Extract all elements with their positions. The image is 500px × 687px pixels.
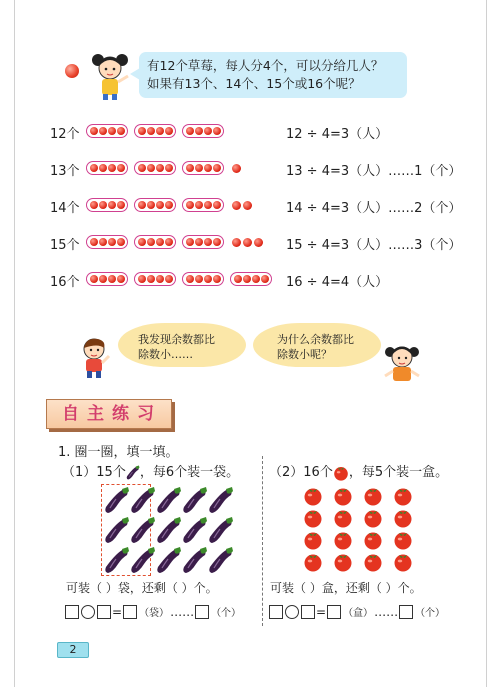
strawberry-dot <box>232 238 241 247</box>
strawberry-dot <box>108 275 116 283</box>
tomato-icon <box>393 530 413 550</box>
row-equation: 15 ÷ 4=3（人）……3（个） <box>286 238 462 253</box>
strawberry-dot <box>108 201 116 209</box>
tomato-icon <box>333 552 353 572</box>
strawberry-dot <box>117 201 125 209</box>
division-row <box>50 269 470 289</box>
eggplant-icon <box>182 486 208 516</box>
strawberry-dot <box>156 275 164 283</box>
strawberry-dot <box>165 127 173 135</box>
tomato-grid <box>303 486 423 574</box>
strawberry-groups <box>86 195 252 215</box>
strawberry-dot <box>147 127 155 135</box>
strawberry-dot <box>254 238 263 247</box>
strawberry-group <box>86 272 128 286</box>
strawberry-dot <box>138 127 146 135</box>
strawberry-dot <box>147 164 155 172</box>
unit-label: （袋） <box>139 608 170 619</box>
part1-prefix: （1）15个 <box>62 465 126 480</box>
eggplant-icon <box>156 516 182 546</box>
eggplant-grid <box>104 486 234 576</box>
strawberry-dot <box>232 201 241 210</box>
strawberry-dot <box>243 238 252 247</box>
girl-character-icon <box>88 50 132 100</box>
page-border-left <box>14 0 15 687</box>
girl-thought-line-1: 为什么余数都比 <box>277 333 354 346</box>
tomato-icon <box>363 552 383 572</box>
answer-box[interactable] <box>327 605 341 619</box>
strawberry-groups <box>86 158 241 178</box>
answer-box[interactable] <box>301 605 315 619</box>
strawberry-dot <box>261 275 269 283</box>
strawberry-dot <box>204 127 212 135</box>
girl-thought-line-2: 除数小呢？ <box>277 348 332 361</box>
strawberry-dot <box>195 275 203 283</box>
operator-circle[interactable] <box>81 605 95 619</box>
row-equation: 12 ÷ 4=3（人） <box>286 127 389 142</box>
strawberry-dot <box>232 164 241 173</box>
leftover-strawberries <box>232 164 241 173</box>
boy-character-icon <box>76 336 112 378</box>
answer-box[interactable] <box>97 605 111 619</box>
strawberry-dot <box>234 275 242 283</box>
tomato-icon <box>303 530 323 550</box>
division-row <box>50 195 470 215</box>
strawberry-dot <box>204 238 212 246</box>
column-divider <box>262 456 263 626</box>
strawberry-dot <box>156 201 164 209</box>
strawberry-dot <box>117 127 125 135</box>
part2-suffix: ，每5个装一盒。 <box>348 465 449 480</box>
strawberry-dot <box>138 164 146 172</box>
strawberry-dot <box>165 164 173 172</box>
strawberry-dot <box>147 275 155 283</box>
girl-character-icon <box>382 342 422 384</box>
boy-thought-line-1: 我发现余数都比 <box>138 333 215 346</box>
strawberry-group <box>86 124 128 138</box>
strawberry-groups <box>86 121 230 141</box>
strawberry-group <box>182 198 224 212</box>
row-count-label: 14个 <box>50 201 80 216</box>
eggplant-icon <box>208 546 234 576</box>
strawberry-dot <box>138 275 146 283</box>
tomato-icon <box>363 486 383 506</box>
strawberry-group <box>230 272 272 286</box>
question-line-2: 如果有13个、14个、15个或16个呢？ <box>147 76 361 91</box>
tomato-icon <box>333 530 353 550</box>
remainder-separator: …… <box>170 604 195 619</box>
strawberry-group <box>182 272 224 286</box>
strawberry-dot <box>204 164 212 172</box>
unit-label: （个） <box>415 608 446 619</box>
equation-template-2 <box>268 604 446 619</box>
strawberry-dot <box>195 238 203 246</box>
tomato-icon <box>333 465 349 481</box>
strawberry-dot <box>165 275 173 283</box>
operator-circle[interactable] <box>285 605 299 619</box>
tomato-icon <box>393 552 413 572</box>
strawberry-dot <box>117 275 125 283</box>
tomato-icon <box>333 486 353 506</box>
eggplant-icon <box>130 486 156 516</box>
division-row <box>50 232 470 252</box>
strawberry-dot <box>252 275 260 283</box>
strawberry-dot <box>90 275 98 283</box>
strawberry-dot <box>108 238 116 246</box>
strawberry-group <box>86 235 128 249</box>
eggplant-icon <box>208 516 234 546</box>
strawberry-dot <box>195 201 203 209</box>
strawberry-groups <box>86 232 263 252</box>
answer-box[interactable] <box>269 605 283 619</box>
strawberry-groups <box>86 269 278 289</box>
strawberry-group <box>134 272 176 286</box>
strawberry-dot <box>186 238 194 246</box>
strawberry-dot <box>204 275 212 283</box>
tomato-icon <box>303 508 323 528</box>
eggplant-icon <box>104 486 130 516</box>
row-count-label: 12个 <box>50 127 80 142</box>
tomato-icon <box>303 486 323 506</box>
equals-sign: = <box>316 604 327 619</box>
strawberry-dot <box>99 275 107 283</box>
strawberry-dot <box>147 201 155 209</box>
division-row <box>50 158 470 178</box>
part1-suffix: ，每6个装一袋。 <box>139 465 240 480</box>
strawberry-group <box>182 161 224 175</box>
strawberry-dot <box>108 127 116 135</box>
tomato-icon <box>363 508 383 528</box>
strawberry-dot <box>195 127 203 135</box>
part2-prefix: （2）16个 <box>269 465 333 480</box>
strawberry-dot <box>99 201 107 209</box>
strawberry-dot <box>213 238 221 246</box>
eggplant-icon <box>130 516 156 546</box>
strawberry-dot <box>156 164 164 172</box>
eggplant-icon <box>156 486 182 516</box>
strawberry-dot <box>213 201 221 209</box>
boy-thought-line-2: 除数小…… <box>138 348 193 361</box>
unit-label: （盒） <box>343 608 374 619</box>
strawberry-dot <box>99 164 107 172</box>
eggplant-icon <box>104 516 130 546</box>
answer-box[interactable] <box>399 605 413 619</box>
strawberry-dot <box>90 201 98 209</box>
strawberry-dot <box>204 201 212 209</box>
section-header <box>46 399 172 429</box>
tomato-icon <box>303 552 323 572</box>
leftover-strawberries <box>232 201 252 210</box>
strawberry-dot <box>243 201 252 210</box>
tomato-icon <box>393 508 413 528</box>
strawberry-dot <box>90 164 98 172</box>
strawberry-group <box>134 235 176 249</box>
page-number: 2 <box>57 642 89 658</box>
row-equation: 14 ÷ 4=3（人）……2（个） <box>286 201 462 216</box>
leftover-strawberries <box>232 238 263 247</box>
strawberry-group <box>134 124 176 138</box>
row-equation: 16 ÷ 4=4（人） <box>286 275 389 290</box>
bullet-strawberry-icon <box>65 64 79 78</box>
strawberry-dot <box>138 201 146 209</box>
strawberry-group <box>182 235 224 249</box>
exercise-part-1 <box>62 461 239 483</box>
row-equation: 13 ÷ 4=3（人）……1（个） <box>286 164 462 179</box>
eggplant-icon <box>182 546 208 576</box>
strawberry-dot <box>117 164 125 172</box>
row-count-label: 16个 <box>50 275 80 290</box>
eggplant-icon <box>182 516 208 546</box>
strawberry-dot <box>186 275 194 283</box>
strawberry-dot <box>156 127 164 135</box>
strawberry-dot <box>90 238 98 246</box>
strawberry-dot <box>213 275 221 283</box>
strawberry-dot <box>138 238 146 246</box>
page-border-right <box>486 0 487 687</box>
strawberry-group <box>134 161 176 175</box>
boy-thought-bubble <box>118 323 246 367</box>
strawberry-dot <box>186 127 194 135</box>
strawberry-dot <box>99 238 107 246</box>
tomato-icon <box>393 486 413 506</box>
strawberry-dot <box>213 164 221 172</box>
exercise-title: 1. 圈一圈，填一填。 <box>58 445 179 460</box>
strawberry-dot <box>99 127 107 135</box>
remainder-separator: …… <box>374 604 399 619</box>
answer-box[interactable] <box>65 605 79 619</box>
strawberry-dot <box>213 127 221 135</box>
strawberry-group <box>134 198 176 212</box>
row-count-label: 15个 <box>50 238 80 253</box>
exercise-part-2 <box>269 461 448 481</box>
strawberry-dot <box>108 164 116 172</box>
division-row <box>50 121 470 141</box>
equation-template-1 <box>64 604 242 619</box>
answer-line-1: 可装（ ）袋，还剩（ ）个。 <box>66 581 218 595</box>
eggplant-icon <box>104 546 130 576</box>
strawberry-group <box>86 161 128 175</box>
strawberry-dot <box>195 164 203 172</box>
eggplant-icon <box>126 463 140 483</box>
strawberry-dot <box>156 238 164 246</box>
girl-thought-bubble <box>253 323 381 367</box>
tomato-icon <box>363 530 383 550</box>
section-title: 自主练习 <box>62 404 162 424</box>
unit-label: （个） <box>211 608 242 619</box>
question-bubble <box>139 52 407 98</box>
strawberry-dot <box>186 164 194 172</box>
tomato-icon <box>333 508 353 528</box>
answer-line-2: 可装（ ）盒，还剩（ ）个。 <box>270 581 422 595</box>
eggplant-icon <box>130 546 156 576</box>
answer-box[interactable] <box>195 605 209 619</box>
strawberry-dot <box>186 201 194 209</box>
strawberry-dot <box>117 238 125 246</box>
question-line-1: 有12个草莓，每人分4个，可以分给几人？ <box>147 58 384 73</box>
equals-sign: = <box>112 604 123 619</box>
strawberry-dot <box>165 238 173 246</box>
strawberry-dot <box>165 201 173 209</box>
strawberry-group <box>182 124 224 138</box>
eggplant-icon <box>156 546 182 576</box>
strawberry-dot <box>147 238 155 246</box>
answer-box[interactable] <box>123 605 137 619</box>
strawberry-dot <box>90 127 98 135</box>
strawberry-dot <box>243 275 251 283</box>
strawberry-group <box>86 198 128 212</box>
eggplant-icon <box>208 486 234 516</box>
row-count-label: 13个 <box>50 164 80 179</box>
